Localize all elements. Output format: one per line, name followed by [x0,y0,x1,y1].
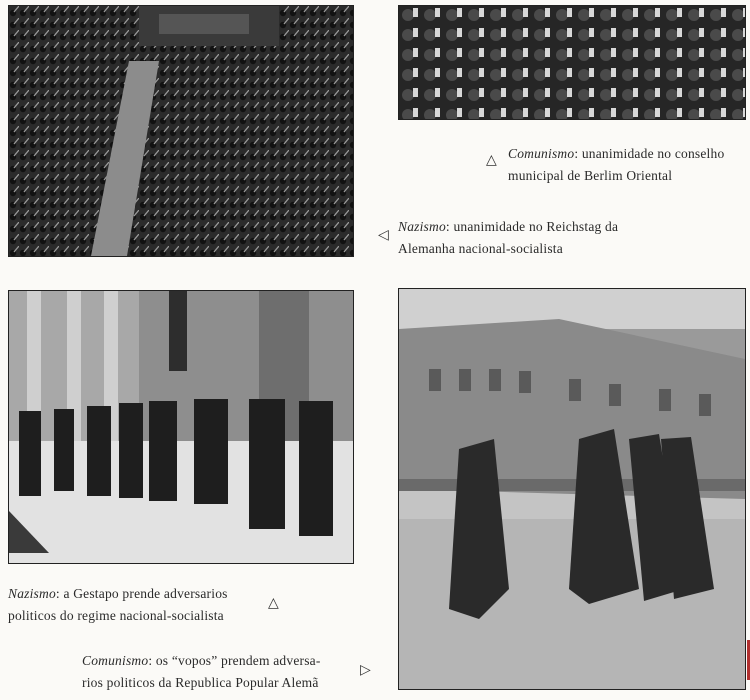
vopos-arrest-photo [398,288,746,690]
caption-text: : os “vopos” prendem adversa- [148,653,321,668]
caption-term: Comunismo [82,653,149,668]
council-vote-photo [398,5,746,120]
caption-term: Nazismo [398,219,446,234]
triangle-up-marker: △ [268,595,279,611]
reichstag-salute-photo [8,5,354,257]
caption-council-vote [508,143,724,187]
caption-text: municipal de Berlim Oriental [508,168,673,183]
caption-text: rios politicos da Republica Popular Alemã [82,675,319,690]
triangle-right-marker: ▷ [360,662,371,678]
triangle-up-marker: △ [486,152,497,168]
caption-text: politicos do regime nacional-socialista [8,608,224,623]
caption-term: Nazismo [8,586,56,601]
caption-gestapo [8,583,228,627]
caption-reichstag [398,216,618,260]
caption-term: Comunismo [508,146,575,161]
caption-text: : a Gestapo prende adversarios [55,586,228,601]
gestapo-arrest-photo [8,290,354,564]
caption-vopos [82,650,321,694]
caption-text: : unanimidade no conselho [574,146,725,161]
caption-text: : unanimidade no Reichstag da [445,219,619,234]
triangle-left-marker: ◁ [378,227,389,243]
caption-text: Alemanha nacional-socialista [398,241,563,256]
